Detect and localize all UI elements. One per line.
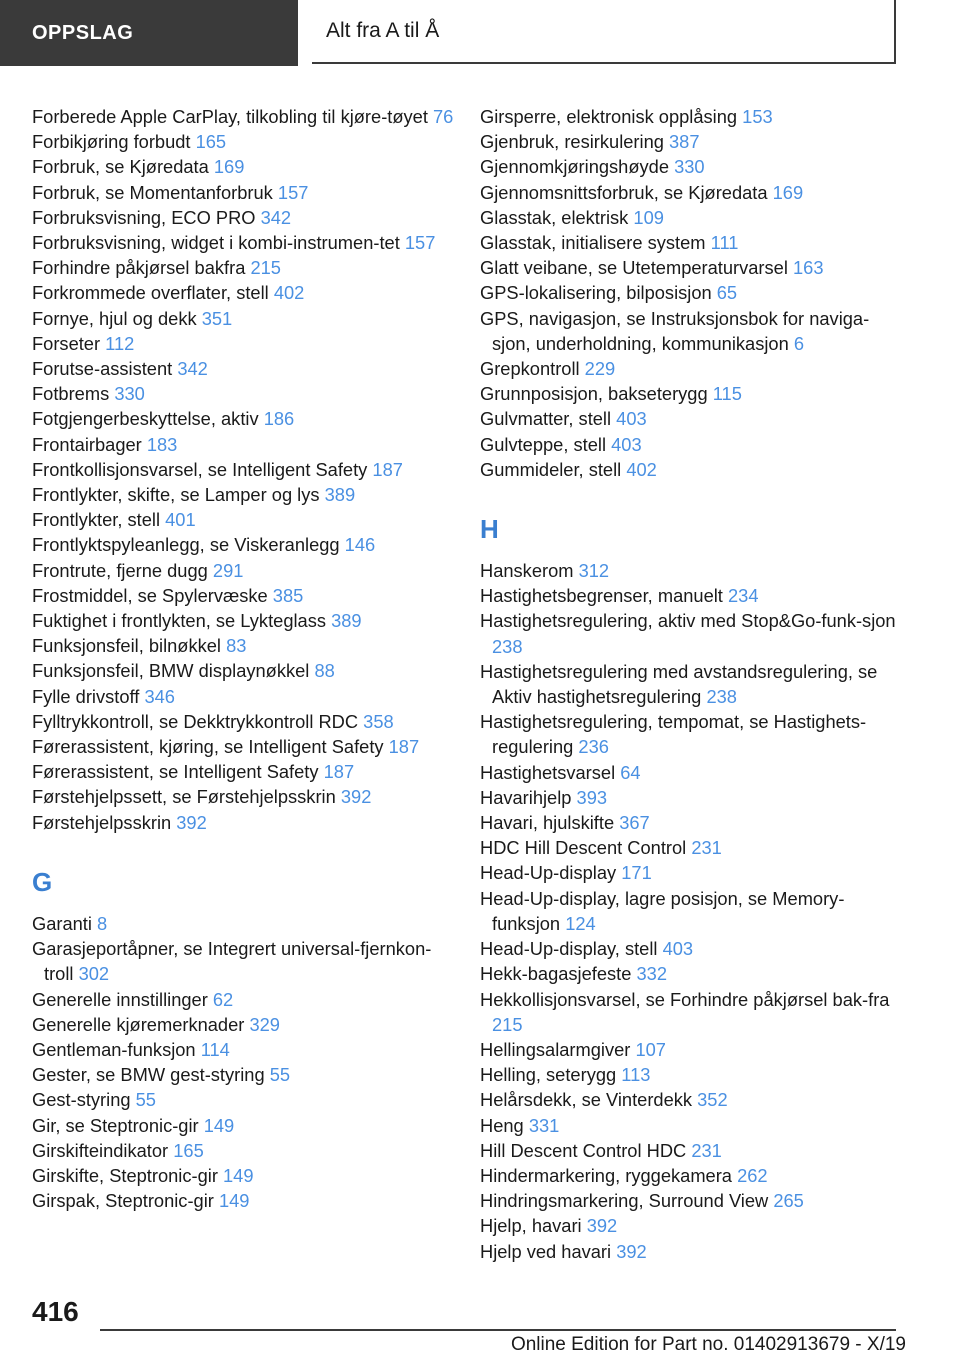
index-entry <box>32 1113 456 1138</box>
index-entry-term: Gir, se Steptronic-gir <box>32 1114 199 1136</box>
index-entry-term: Fylle drivstoff <box>32 685 140 707</box>
footer-divider <box>100 1329 896 1331</box>
index-entry-term: HDC Hill Descent Control <box>480 837 687 859</box>
index-entry <box>32 684 456 709</box>
index-entry-term: Helling, seterygg <box>480 1064 617 1086</box>
section-label: OPPSLAG <box>32 21 134 44</box>
page-reference-link[interactable]: 109 <box>633 206 664 228</box>
page-reference-link[interactable]: 403 <box>662 938 694 960</box>
index-entry-term: Førstehjelpssett, se Førstehjelpsskrin <box>32 786 336 808</box>
index-entry-term: Gulvteppe, stell <box>480 433 607 455</box>
index-entry-term: Frontairbager <box>32 433 142 455</box>
index-entry-term: Garanti <box>32 912 92 934</box>
page-reference-link[interactable]: 302 <box>78 963 110 985</box>
page-reference-link[interactable]: 367 <box>619 812 650 834</box>
page-reference-link[interactable]: 113 <box>621 1064 651 1086</box>
index-entry-term: Head-Up-display <box>480 862 617 884</box>
page-reference-link[interactable]: 114 <box>200 1038 230 1060</box>
page-reference-link[interactable]: 149 <box>203 1114 235 1136</box>
index-entry-term: Frontlyktspyleanlegg, se Viskeranlegg <box>32 534 340 556</box>
index-entry <box>480 1239 906 1264</box>
index-entry-term: Førerassistent, se Intelligent Safety <box>32 761 319 783</box>
index-entry-term: Funksjonsfeil, BMW displaynøkkel <box>32 660 310 682</box>
index-entry-term: Hekkollisjonsvarsel, se Forhindre påkjørsel bak-fra <box>480 988 890 1010</box>
page-reference-link[interactable]: 186 <box>263 408 295 430</box>
page-reference-link[interactable]: 262 <box>737 1164 768 1186</box>
page-reference-link[interactable]: 403 <box>611 433 642 455</box>
index-entry-term: Frostmiddel, se Spylervæske <box>32 584 268 606</box>
index-entry <box>480 1163 906 1188</box>
page-reference-link[interactable]: 149 <box>223 1164 254 1186</box>
page-reference-link[interactable]: 231 <box>691 1139 722 1161</box>
index-entry-term: Førstehjelpsskrin <box>32 811 172 833</box>
index-entry-term: Hekk-bagasjefeste <box>480 963 632 985</box>
index-entry-term: Hill Descent Control HDC <box>480 1139 687 1161</box>
page-reference-link[interactable]: 64 <box>620 761 641 783</box>
index-entry <box>32 709 456 734</box>
index-entry-term: Hindermarkering, ryggekamera <box>480 1164 732 1186</box>
page-reference-link[interactable]: 351 <box>201 307 233 329</box>
index-entry <box>480 381 906 406</box>
index-entry-term: GPS-lokalisering, bilposisjon <box>480 282 712 304</box>
index-entry <box>480 558 906 583</box>
index-entry <box>32 129 456 154</box>
index-entry <box>480 457 906 482</box>
index-entry-term: Hjelp ved havari <box>480 1240 612 1262</box>
page-reference-link[interactable]: 171 <box>621 862 652 884</box>
page-reference-link[interactable]: 83 <box>226 635 247 657</box>
page-reference-link[interactable]: 163 <box>792 257 824 279</box>
index-entry <box>32 1188 456 1213</box>
index-entry <box>32 507 456 532</box>
index-entry <box>480 810 906 835</box>
index-entry <box>32 154 456 179</box>
index-entry-term: Forkrommede overflater, stell <box>32 282 269 304</box>
index-entry-term: Gummideler, stell <box>480 458 622 480</box>
page-reference-link[interactable]: 238 <box>492 635 523 657</box>
index-entry <box>480 608 906 658</box>
index-letter-heading: G <box>32 866 53 897</box>
page-reference-link[interactable]: 215 <box>492 1013 523 1035</box>
page-reference-link[interactable]: 403 <box>616 408 647 430</box>
page-reference-link[interactable]: 389 <box>331 610 362 632</box>
index-entry <box>32 180 456 205</box>
index-entry <box>480 1188 906 1213</box>
index-entry-term: Generelle kjøremerknader <box>32 1013 245 1035</box>
index-entry-term: Head-Up-display, lagre posisjon, se Memory-funksjon <box>480 887 845 934</box>
index-entry-term: Fornye, hjul og dekk <box>32 307 197 329</box>
page-reference-link[interactable]: 342 <box>260 206 292 228</box>
index-entry-term: Forhindre påkjørsel bakfra <box>32 257 246 279</box>
index-entry-term: Havari, hjulskifte <box>480 812 615 834</box>
page-reference-link[interactable]: 157 <box>404 232 436 254</box>
index-entry-term: Frontrute, fjerne dugg <box>32 559 208 581</box>
index-entry-term: Havarihjelp <box>480 786 572 808</box>
index-entry <box>32 784 456 809</box>
index-entry <box>32 558 456 583</box>
index-entry <box>480 860 906 885</box>
index-column-right <box>480 104 906 1264</box>
index-entry-term: Gentleman-funksjon <box>32 1038 196 1060</box>
page-reference-link[interactable]: 312 <box>578 560 610 582</box>
index-entry-term: Generelle innstillinger <box>32 988 208 1010</box>
index-entry-term: Forbruk, se Kjøredata <box>32 156 209 178</box>
page-reference-link[interactable]: 107 <box>635 1038 666 1060</box>
index-entry <box>480 709 906 759</box>
index-entry <box>480 129 906 154</box>
index-entry-term: Frontlykter, stell <box>32 509 161 531</box>
page-reference-link[interactable]: 165 <box>195 131 227 153</box>
index-entry <box>480 230 906 255</box>
page-reference-link[interactable]: 402 <box>273 282 305 304</box>
page-reference-link[interactable]: 401 <box>165 509 196 531</box>
index-letter-heading: H <box>480 514 499 545</box>
index-entry-term: Gjennomsnittsforbruk, se Kjøredata <box>480 181 768 203</box>
index-entry <box>32 432 456 457</box>
page-reference-link[interactable]: 62 <box>212 988 234 1010</box>
index-entry <box>32 457 456 482</box>
page-reference-link[interactable]: 330 <box>674 156 705 178</box>
page-reference-link[interactable]: 55 <box>269 1064 291 1086</box>
index-entry-term: Hjelp, havari <box>480 1215 582 1237</box>
page-reference-link[interactable]: 231 <box>691 837 722 859</box>
index-entry <box>480 1062 906 1087</box>
page-reference-link[interactable]: 236 <box>578 736 609 758</box>
index-entry <box>32 1087 456 1112</box>
index-entry-term: Forberede Apple CarPlay, tilkobling til kjøre-tøyet <box>32 106 428 127</box>
index-entry <box>32 356 456 381</box>
index-entry <box>32 1138 456 1163</box>
index-entry <box>480 306 906 356</box>
index-entry <box>32 633 456 658</box>
page-reference-link[interactable]: 393 <box>576 786 608 808</box>
page-reference-link[interactable]: 392 <box>616 1240 647 1262</box>
page-reference-link[interactable]: 392 <box>176 811 207 833</box>
index-entry-term: Hanskerom <box>480 560 574 582</box>
page-reference-link[interactable]: 88 <box>314 660 335 682</box>
index-entry <box>32 1163 456 1188</box>
index-entry <box>32 1062 456 1087</box>
index-entry <box>480 255 906 280</box>
index-entry-term: Girskifteindikator <box>32 1139 169 1161</box>
index-entry <box>32 104 456 129</box>
index-entry <box>480 1087 906 1112</box>
page-reference-link[interactable]: 387 <box>669 131 700 153</box>
page-reference-link[interactable]: 392 <box>340 786 372 808</box>
index-entry-term: Frontkollisjonsvarsel, se Intelligent Safety <box>32 458 368 480</box>
index-entry-term: Gester, se BMW gest-styring <box>32 1064 265 1086</box>
index-entry <box>32 331 456 356</box>
index-entry <box>480 154 906 179</box>
index-entry <box>480 205 906 230</box>
index-entry-term: Grepkontroll <box>480 358 580 380</box>
index-entry <box>480 659 906 709</box>
index-entry <box>480 583 906 608</box>
index-entry <box>480 987 906 1037</box>
index-entry-term: Hastighetsregulering, tempomat, se Hastighets-regulering <box>480 711 867 758</box>
index-column-left <box>32 104 456 1213</box>
index-entry <box>480 432 906 457</box>
index-entry-term: Hellingsalarmgiver <box>480 1038 631 1060</box>
index-entry-term: Fuktighet i frontlykten, se Lykteglass <box>32 610 326 632</box>
index-entry <box>480 356 906 381</box>
index-entry-term: Forutse-assistent <box>32 358 173 380</box>
index-entry <box>32 608 456 633</box>
page-reference-link[interactable]: 291 <box>212 559 244 581</box>
index-entry-term: Garasjeportåpner, se Integrert universal-fjernkon-troll <box>32 938 432 985</box>
index-entry <box>32 532 456 557</box>
page-reference-link[interactable]: 215 <box>250 257 281 279</box>
index-entry <box>480 1138 906 1163</box>
page-reference-link[interactable]: 169 <box>772 181 804 203</box>
index-entry <box>480 1213 906 1238</box>
index-entry-term: Glatt veibane, se Utetemperaturvarsel <box>480 257 788 279</box>
index-entry <box>32 230 456 255</box>
edition-footer: Online Edition for Part no. 01402913679 - X/19 <box>510 1334 906 1355</box>
index-entry <box>480 180 906 205</box>
page-reference-link[interactable]: 187 <box>372 458 403 480</box>
page-reference-link[interactable]: 342 <box>177 358 208 380</box>
index-entry-term: Heng <box>480 1114 524 1136</box>
index-entry <box>32 936 456 986</box>
page-reference-link[interactable]: 385 <box>272 584 304 606</box>
index-entry-term: Forbruk, se Momentanforbruk <box>32 181 273 203</box>
index-entry-term: Girsperre, elektronisk opplåsing <box>480 106 738 127</box>
index-entry <box>480 961 906 986</box>
index-entry <box>32 406 456 431</box>
page-reference-link[interactable]: 8 <box>97 912 108 934</box>
index-entry <box>32 911 456 936</box>
index-entry-term: Glasstak, initialisere system <box>480 232 706 254</box>
index-entry-term: Forbruksvisning, widget i kombi-instrumen-tet <box>32 232 400 254</box>
index-entry <box>32 205 456 230</box>
page-reference-link[interactable]: 329 <box>249 1013 280 1035</box>
page-reference-link[interactable]: 183 <box>146 433 178 455</box>
page-reference-link[interactable]: 265 <box>773 1190 804 1212</box>
page-reference-link[interactable]: 153 <box>742 106 773 127</box>
index-entry <box>32 306 456 331</box>
page-reference-link[interactable]: 229 <box>584 358 616 380</box>
index-entry-term: Hastighetsvarsel <box>480 761 616 783</box>
index-entry-term: Funksjonsfeil, bilnøkkel <box>32 635 221 657</box>
index-entry <box>480 886 906 936</box>
index-entry-term: Girskifte, Steptronic-gir <box>32 1164 218 1186</box>
page-reference-link[interactable]: 6 <box>793 332 805 354</box>
page-reference-link[interactable]: 332 <box>636 963 668 985</box>
page-reference-link[interactable]: 112 <box>105 332 135 354</box>
page-reference-link[interactable]: 234 <box>727 585 759 607</box>
index-entry <box>32 987 456 1012</box>
index-entry <box>480 785 906 810</box>
index-entry-term: Glasstak, elektrisk <box>480 206 629 228</box>
page-reference-link[interactable]: 65 <box>716 282 738 304</box>
index-entry <box>480 1037 906 1062</box>
index-entry <box>32 759 456 784</box>
index-entry <box>32 482 456 507</box>
index-entry <box>480 936 906 961</box>
index-entry-term: Helårsdekk, se Vinterdekk <box>480 1089 693 1111</box>
index-entry <box>480 760 906 785</box>
page-reference-link[interactable]: 389 <box>324 484 356 506</box>
index-entry-term: Grunnposisjon, bakseterygg <box>480 383 708 405</box>
page-reference-link[interactable]: 346 <box>144 685 175 707</box>
page-reference-link[interactable]: 402 <box>626 458 657 480</box>
index-entry-term: Forseter <box>32 332 101 354</box>
index-entry-term: GPS, navigasjon, se Instruksjonsbok for naviga-sjon, underholdning, kommunikasjon <box>480 307 870 354</box>
index-entry-term: Fylltrykkontroll, se Dekktrykkontroll RDC <box>32 710 359 732</box>
index-entry <box>480 406 906 431</box>
page-reference-link[interactable]: 165 <box>173 1139 204 1161</box>
page-reference-link[interactable]: 111 <box>710 232 739 254</box>
index-entry-term: Head-Up-display, stell <box>480 938 658 960</box>
index-entry <box>480 280 906 305</box>
page-header-title-box <box>312 0 896 64</box>
index-entry <box>480 1113 906 1138</box>
page-number: 416 <box>32 1296 79 1327</box>
page-reference-link[interactable]: 124 <box>565 912 596 934</box>
page-reference-link[interactable]: 55 <box>135 1089 156 1111</box>
index-entry-term: Fotbrems <box>32 383 110 405</box>
index-entry <box>32 734 456 759</box>
page-reference-link[interactable]: 76 <box>433 106 454 127</box>
index-entry-term: Hastighetsregulering med avstandsregulering, se Aktiv hastighetsregulering <box>480 660 878 708</box>
index-entry <box>32 381 456 406</box>
index-entry <box>32 1012 456 1037</box>
index-entry-term: Gest-styring <box>32 1089 131 1111</box>
index-entry-term: Fotgjengerbeskyttelse, aktiv <box>32 408 259 430</box>
page-reference-link[interactable]: 238 <box>706 686 737 708</box>
index-entry <box>480 835 906 860</box>
section-tab <box>0 0 298 66</box>
page-reference-link[interactable]: 187 <box>323 761 355 783</box>
index-entry <box>32 1037 456 1062</box>
page-reference-link[interactable]: 331 <box>528 1114 560 1136</box>
index-entry <box>32 658 456 683</box>
index-entry-term: Gulvmatter, stell <box>480 408 612 430</box>
index-entry-term: Frontlykter, skifte, se Lamper og lys <box>32 484 320 506</box>
index-entry-term: Førerassistent, kjøring, se Intelligent Safety <box>32 736 384 758</box>
index-entry <box>32 583 456 608</box>
page-reference-link[interactable]: 352 <box>697 1089 728 1111</box>
index-entry-term: Gjennomkjøringshøyde <box>480 156 669 178</box>
page-reference-link[interactable]: 157 <box>277 181 309 203</box>
index-entry <box>32 280 456 305</box>
page-reference-link[interactable]: 149 <box>218 1190 250 1212</box>
index-entry-term: Forbikjøring forbudt <box>32 131 191 153</box>
page-reference-link[interactable]: 330 <box>114 383 145 405</box>
page-reference-link[interactable]: 115 <box>712 383 742 405</box>
index-entry-term: Hastighetsbegrenser, manuelt <box>480 585 723 607</box>
page-reference-link[interactable]: 146 <box>344 534 376 556</box>
index-entry-term: Forbruksvisning, ECO PRO <box>32 206 256 228</box>
page-reference-link[interactable]: 187 <box>388 736 420 758</box>
page-title: Alt fra A til Å <box>326 19 440 42</box>
index-entry <box>32 810 456 835</box>
page-reference-link[interactable]: 358 <box>363 710 394 732</box>
page-reference-link[interactable]: 169 <box>213 156 245 178</box>
index-entry-term: Hindringsmarkering, Surround View <box>480 1190 769 1212</box>
index-entry-term: Gjenbruk, resirkulering <box>480 131 664 153</box>
index-entry <box>32 255 456 280</box>
index-entry <box>480 104 906 129</box>
page-reference-link[interactable]: 392 <box>586 1215 618 1237</box>
index-entry-term: Hastighetsregulering, aktiv med Stop&Go-funk-sjon <box>480 610 896 632</box>
index-entry-term: Girspak, Steptronic-gir <box>32 1190 214 1212</box>
